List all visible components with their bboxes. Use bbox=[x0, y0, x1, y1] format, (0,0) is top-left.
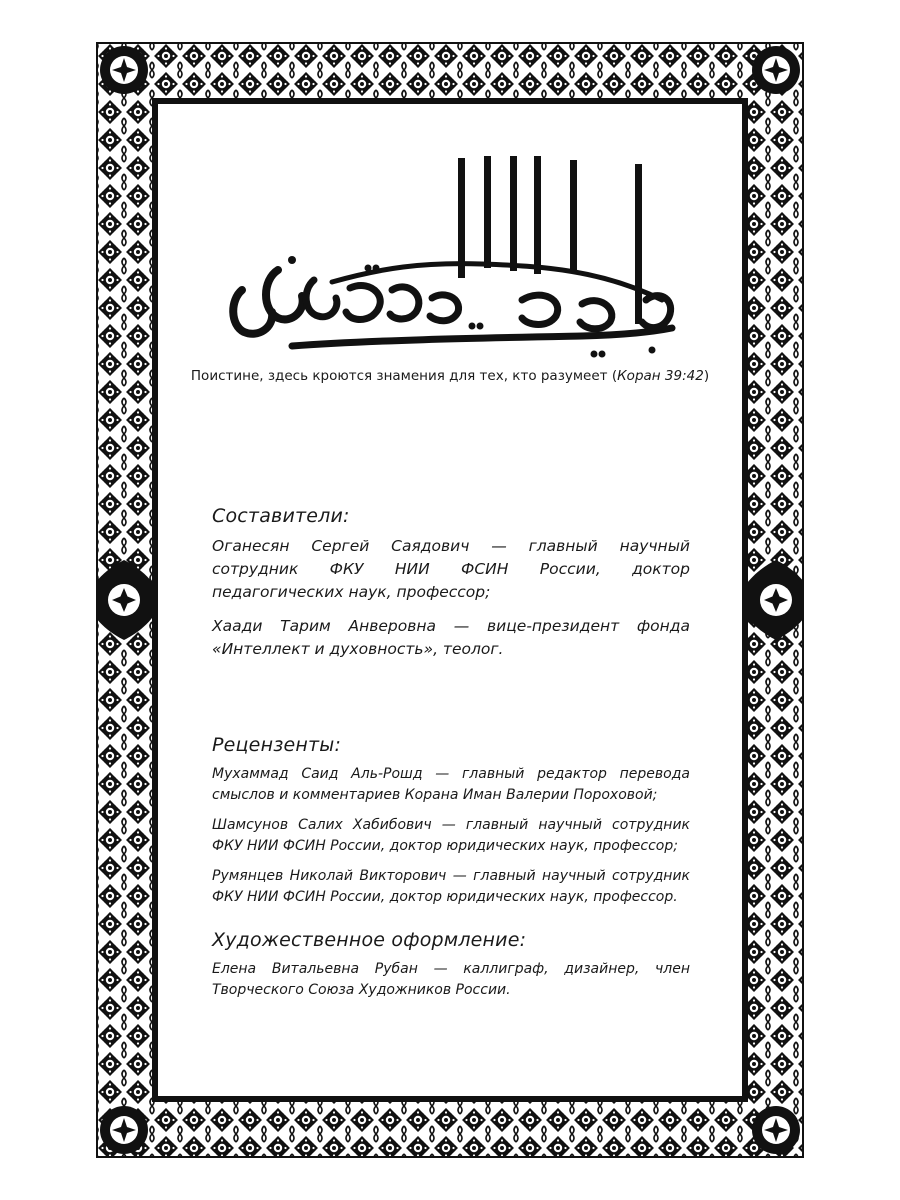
designer-entry: Елена Витальевна Рубан — каллиграф, дизайнер, член Творческого Союза Художников России. bbox=[212, 961, 690, 998]
design-heading: Художественное оформление: bbox=[212, 929, 527, 951]
caption-close: ) bbox=[703, 368, 710, 384]
verse-caption bbox=[150, 368, 750, 384]
reviewer-entry: Румянцев Николай Викторович — главный научный сотрудник ФКУ НИИ ФСИН России, доктор юридических наук, профессор. bbox=[212, 868, 690, 905]
arabic-calligraphy-image bbox=[222, 150, 680, 360]
compiler-entry: Хаади Тарим Анверовна — вице-президент фонда «Интеллект и духовность», теолог. bbox=[212, 617, 690, 658]
compiler-entry: Оганесян Сергей Саядович — главный научный сотрудник ФКУ НИИ ФСИН России, доктор педагогических наук, профессор; bbox=[212, 537, 690, 601]
reviewers-heading: Рецензенты: bbox=[212, 734, 342, 756]
caption-main: Поистине, здесь кроются знамения для тех, кто разумеет ( bbox=[190, 368, 618, 384]
quran-reference: Коран 39:42 bbox=[617, 368, 704, 384]
compilers-heading: Составители: bbox=[212, 505, 350, 527]
reviewer-entry: Шамсунов Салих Хабибович — главный научный сотрудник ФКУ НИИ ФСИН России, доктор юридических наук, профессор; bbox=[212, 817, 690, 854]
reviewer-entry: Мухаммад Саид Аль-Рошд — главный редактор перевода смыслов и комментариев Корана Иман Валерии Пороховой; bbox=[212, 766, 690, 803]
credits-block bbox=[212, 505, 690, 1010]
